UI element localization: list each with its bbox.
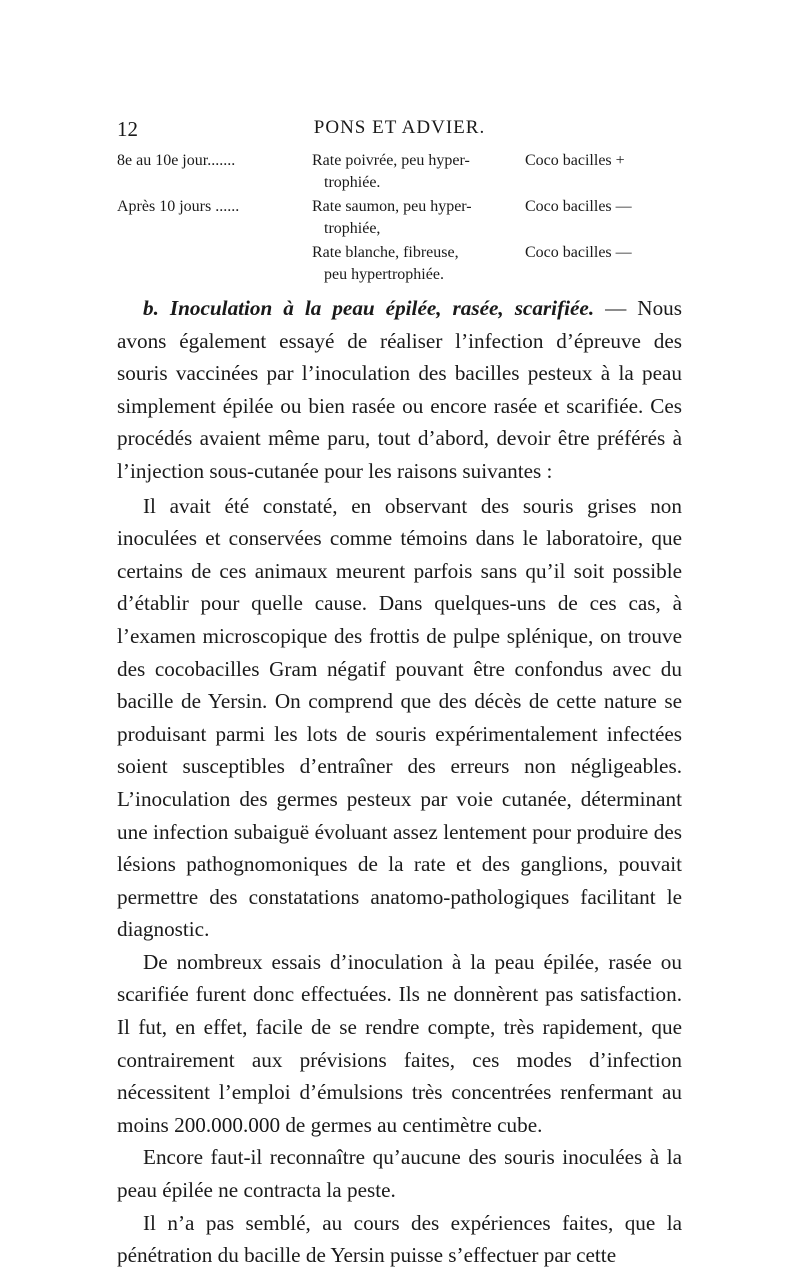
paragraph: De nombreux essais d’inoculation à la peau épilée, rasée ou scarifiée furent donc effectuées. Ils ne donnèrent pas satisfaction. Il fut, en effet, facile de se rendre compte, très rapidement, que contrairement aux prévisions faites, ces modes d’infection nécessitent l’emploi d’émulsions très concentrées renfermant au moins 200.000.000 de germes au centimètre cube. (117, 949, 682, 1137)
paragraph: Il n’a pas semblé, au cours des expériences faites, que la pénétration du bacille de Yersin puisse s’effectuer par cette (117, 1210, 682, 1268)
spleen-cell: Rate poivrée, peu hyper- trophiée. (312, 152, 470, 191)
paragraph: Encore faut-il reconnaître qu’aucune des souris inoculées à la peau épilée ne contracta la peste. (117, 1145, 682, 1203)
results-table (117, 150, 682, 288)
table-row (117, 242, 682, 288)
section-intro: — Nous avons également essayé de réaliser l’infection d’épreuve des souris vaccinées par l’inoculation des bacilles pesteux à la peau simplement épilée ou bien rasée ou encore rasée et scarifiée. Ces procédés avaient même paru, tout d’abord, devoir être préférés à l’injection sous-cutanée pour les raisons suivantes : (117, 296, 683, 483)
table-row (117, 150, 682, 196)
day-cell: 8e au 10e jour....... (117, 152, 236, 169)
germs-cell: Coco bacilles — (525, 198, 632, 215)
paragraph: Il avait été constaté, en observant des souris grises non inoculées et conservées comme témoins dans le laboratoire, que certains de ces animaux meurent parfois sans qu’il soit possible d’établir pour quelle cause. Dans quelques-uns de ces cas, à l’examen microscopique des frottis de pulpe splénique, on trouve des cocobacilles Gram négatif pouvant être confondus avec du bacille de Yersin. On comprend que des décès de cette nature se produisant parmi les lots de souris expérimentalement infectées soient susceptibles d’entraîner des erreurs non négligeables. L’inoculation des germes pesteux par voie cutanée, déterminant une infection subaiguë évoluant assez lentement pour produire des lésions pathognomoniques de la rate et des ganglions, pouvait permettre des constatations anatomo-pathologiques facilitant le diagnostic. (117, 493, 682, 942)
germs-cell: Coco bacilles — (525, 244, 632, 261)
spleen-cell: Rate blanche, fibreuse, peu hypertrophiée. (312, 244, 459, 283)
page-header (117, 117, 682, 147)
spleen-cell: Rate saumon, peu hyper- trophiée, (312, 198, 472, 237)
day-cell: Après 10 jours ...... (117, 198, 240, 215)
page-number: 12 (117, 117, 138, 141)
germs-cell: Coco bacilles + (525, 152, 625, 169)
table-row (117, 196, 682, 242)
section-heading: b. Inoculation à la peau épilée, rasée, scarifiée. (143, 296, 595, 320)
body-text (117, 292, 682, 1272)
section-paragraph (117, 292, 682, 488)
running-title: PONS ET ADVIER. (313, 117, 486, 138)
